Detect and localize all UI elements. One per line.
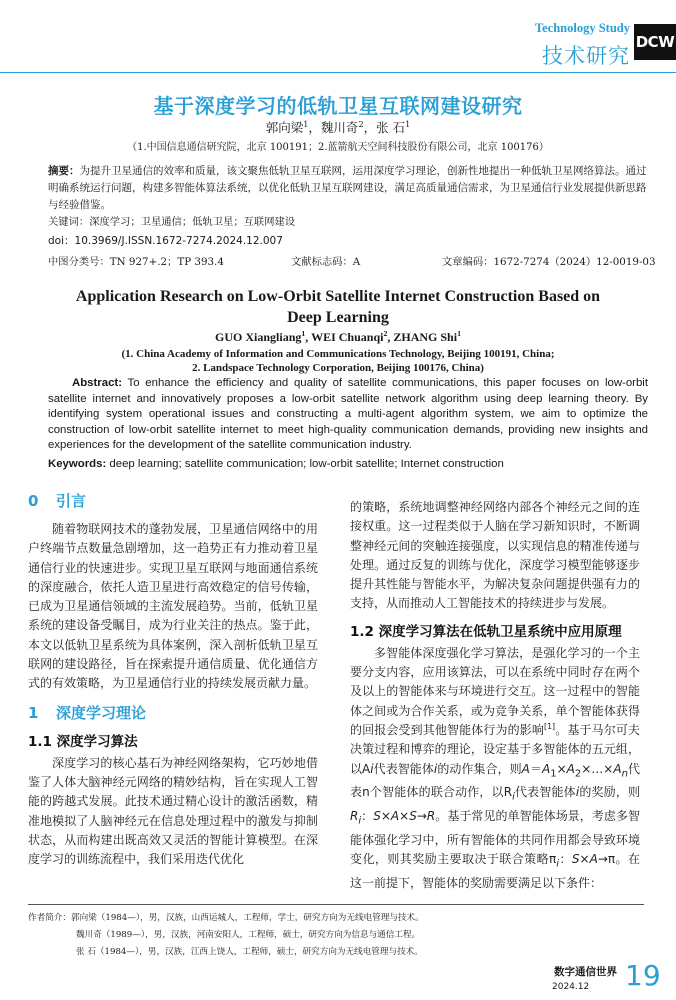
- keywords-cn: 关键词：深度学习；卫星通信；低轨卫星；互联网建设: [48, 216, 296, 228]
- paragraph: 的策略，系统地调整神经网络内部各个神经元之间的连接权重。这一过程类似于人脑在学习新知识时，不断调整神经元间的突触连接强度，以实现信息的精准传递与处理。通过反复的训练与优化，深度学习模型能够逐步提升其性能与智能水平，为解决复杂问题提供强有力的支持，从而推动人工智能技术的持续进步与发展。: [350, 500, 640, 611]
- section-heading-0: 0 引言: [28, 492, 87, 510]
- paragraph: 深度学习的核心基石为神经网络架构，它巧妙地借鉴了人体大脑神经元网络的精妙结构，旨在实现人工智能的跨越式发展。此技术通过精心设计的激活函数，精准地模拟了人脑神经元在信息处理过程中的激发与抑制状态，从而构建出既高效又灵活的智能计算模型。在深度学习的训练流程中，我们采用迭代优化: [28, 755, 318, 867]
- abstract-label: 摘要：: [48, 165, 80, 177]
- authors-en: GUO Xiangliang$^1$, WEI Chuanqi$^2$, ZHANG Shi$^1$: [215, 329, 461, 344]
- subsection-heading-1-1: 1.1 深度学习算法: [28, 733, 138, 750]
- subsection-heading-1-2: 1.2 深度学习算法在低轨卫星系统中应用原理: [350, 623, 622, 640]
- abstract-en: [48, 376, 648, 454]
- affiliation-mark: 1: [303, 118, 309, 129]
- section-label-en: Technology Study: [534, 21, 630, 35]
- classification-line: [48, 253, 656, 268]
- body-column-right: [350, 498, 640, 893]
- affiliation-mark: 1: [405, 118, 411, 129]
- author-bio: 张 石（1984—），男，汉族，江西上饶人，工程师，硕士，研究方向为无线电管理与技术。: [76, 947, 423, 957]
- issue-date: 2024.12: [552, 982, 590, 992]
- keywords-en: Keywords: deep learning; satellite communication; low-orbit satellite; Internet construction: [48, 458, 504, 470]
- affiliation-mark: 2: [358, 118, 364, 129]
- header-rule: [0, 72, 676, 73]
- doi: doi：10.3969/J.ISSN.1672-7274.2024.12.007: [48, 235, 283, 247]
- footnote-rule: [28, 904, 644, 905]
- affiliations-cn: （1.中国信息通信研究院，北京 100191；2.蓝箭航天空间科技股份有限公司，北京 100176）: [127, 142, 549, 153]
- abstract-text: To enhance the efficiency and quality of satellite communications, this paper focuses on low-orbit satellite internet and innovatively proposes a low-orbit satellite network algorithm using deep learning theory. By identifying system operational issues and constructing a multi-agent algorithm system, we aim to optimize the construction of low-orbit satellite internet to meet high-quality communication demands, providing new insights and experiences for the development of the satellite communication industry.: [48, 377, 648, 452]
- clc-code: 中图分类号：TN 927+.2；TP 393.4: [48, 256, 224, 268]
- author-name: 张 石: [376, 120, 406, 135]
- paper-title-en: Application Research on Low-Orbit Satellite Internet Construction Based on Deep Learning: [75, 288, 601, 326]
- article-number: 文章编码：1672-7274（2024）12-0019-03: [442, 256, 656, 268]
- author-name: ZHANG Shi: [393, 330, 458, 344]
- abstract-label: Abstract:: [72, 377, 123, 389]
- section-heading-1: 1 深度学习理论: [28, 703, 147, 722]
- paragraph: 随着物联网技术的蓬勃发展，卫星通信网络中的用户终端节点数量急剧增加，这一趋势正有力推动着卫星通信行业的快速进步。实现卫星互联网与地面通信系统的深度融合，依托人造卫星进行高效稳定的信号传输，已成为卫星通信领域的主流发展趋势。当前，低轨卫星系统的建设备受瞩目，成为行业关注的热点。鉴于此，本文以低轨卫星系统为具体案例，深入剖析低轨卫星互联网的建设路径，旨在探索提升通信质量、优化通信方式的有效策略，为卫星通信行业的持续发展贡献力量。: [28, 522, 318, 691]
- author-name: WEI Chuanqi: [311, 330, 384, 344]
- journal-name: 数字通信世界: [554, 966, 617, 978]
- author-bio: 作者简介：郭向梁（1984—），男，汉族，山西运城人，工程师，学士，研究方向为无线电管理与技术。: [28, 913, 424, 923]
- body-column-left: [28, 490, 318, 869]
- authors-cn: 郭向梁$^1$，魏川奇$^2$，张 石$^1$: [265, 118, 411, 135]
- author-name: 魏川奇: [320, 120, 359, 135]
- paper-title-cn: 基于深度学习的低轨卫星互联网建设研究: [153, 94, 523, 118]
- affiliations-en: (1. China Academy of Information and Communications Technology, Beijing 100191, China; 2. Landspace Technology Corporation, Beijing 100176, China): [121, 348, 555, 374]
- citation[interactable]: [1]: [544, 721, 556, 731]
- abstract-cn: [48, 163, 648, 214]
- section-label-cn: 技术研究: [542, 44, 630, 68]
- author-name: GUO Xiangliang: [215, 330, 302, 344]
- document-code: 文献标志码：A: [291, 256, 361, 268]
- page-number: 19: [625, 959, 661, 992]
- abstract-text: 为提升卫星通信的效率和质量，该文聚焦低轨卫星互联网，运用深度学习理论，创新性地提出一种低轨卫星网络算法。通过明确系统运行问题，构建多智能体算法系统，以优化低轨卫星互联网建设，满足高质量通信需求，为卫星通信行业发展提供新思路与经验借鉴。: [48, 165, 647, 211]
- paragraph: 多智能体深度强化学习算法，是强化学习的一个主要分支内容，应用该算法，可以在系统中同时存在两个及以上的智能体来与环境进行交互。这一过程中的智能体之间或为合作关系，或为竞争关系，单个智能体获得的回报会受到其他智能体行为的影响[1]。基于马尔可夫决策过程和博弈的理论，设定基于多智能体的五元组，以Ai代表智能体i的动作集合，则$A=A_1\times A_2\times\dots\times A_n$代表n个智能体的联合动作，以$R_i$代表智能体i的奖励，则$R_i$：S×A×S→R。基于常见的单智能体场景，考虑多智能体强化学习中，所有智能体的共同作用都会导致环境变化，则其奖励主要取决于联合策略$\pi_i$：S×A→π。在这一前提下，智能体的奖励需要满足以下条件：: [350, 645, 640, 890]
- journal-logo: DCW: [634, 24, 676, 60]
- author-bio: 魏川奇（1989—），男，汉族，河南安阳人，工程师，硕士，研究方向为信息与通信工程。: [76, 930, 421, 940]
- author-name: 郭向梁: [265, 120, 304, 135]
